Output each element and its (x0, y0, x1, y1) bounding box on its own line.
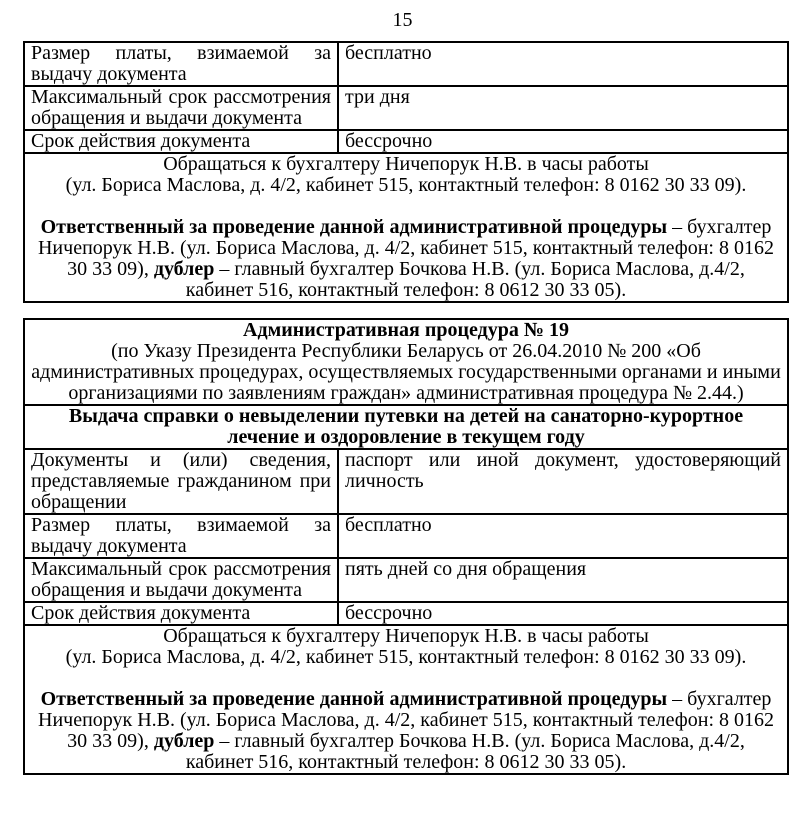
procedure-19-table (23, 318, 789, 775)
procedure-header-cell (24, 319, 788, 405)
row-value: пять дней со дня обращения (338, 558, 788, 602)
row-value: паспорт или иной документ, удостоверяющий личность (338, 449, 788, 514)
responsible-label: Ответственный за проведение данной административной процедуры (40, 688, 668, 710)
table-row-procedure-name (24, 405, 788, 449)
blank-line (31, 196, 781, 217)
procedure-table-continued (23, 41, 789, 303)
table-row-max-term (24, 558, 788, 602)
row-value: бессрочно (338, 130, 788, 153)
table-row-validity (24, 602, 788, 625)
contact-info-cell (24, 153, 788, 302)
contact-info-cell (24, 625, 788, 774)
deputy-label: дублер (153, 730, 215, 752)
contact-responsible-paragraph (31, 689, 781, 773)
contact-hours-line2: (ул. Бориса Маслова, д. 4/2, кабинет 515, контактный телефон: 8 0162 30 33 09). (65, 646, 747, 668)
row-value: бесплатно (338, 42, 788, 86)
blank-line (31, 668, 781, 689)
table-row-max-term (24, 86, 788, 130)
responsible-rest: – бухгалтер Ничепорук Н.В. (ул. Бориса Маслова, д. 4/2, кабинет 515, контактный телефон: 8 0162 30 33 09), (38, 688, 775, 752)
procedure-title: Административная процедура № 19 (243, 319, 569, 341)
deputy-rest: – главный бухгалтер Бочкова Н.В. (ул. Бориса Маслова, д.4/2, кабинет 516, контактный телефон: 8 0612 30 33 05). (185, 730, 745, 773)
procedure-name-cell: Выдача справки о невыделении путевки на детей на санаторно-курортное лечение и оздоровление в текущем году (24, 405, 788, 449)
table-row-fee (24, 42, 788, 86)
procedure-subtitle: (по Указу Президента Республики Беларусь от 26.04.2010 № 200 «Об административных процедурах, осуществляемых государственными органами и иными организациями по заявлениям граждан» административная процедура № 2.44.) (31, 340, 781, 404)
row-value: три дня (338, 86, 788, 130)
table-row-documents (24, 449, 788, 514)
row-label: Срок действия документа (24, 130, 338, 153)
row-value: бесплатно (338, 514, 788, 558)
table-row-contact (24, 153, 788, 302)
deputy-rest: – главный бухгалтер Бочкова Н.В. (ул. Бориса Маслова, д.4/2, кабинет 516, контактный телефон: 8 0612 30 33 05). (185, 258, 745, 301)
contact-hours-line1: Обращаться к бухгалтеру Ничепорук Н.В. в часы работы (163, 153, 649, 175)
responsible-label: Ответственный за проведение данной административной процедуры (40, 216, 668, 238)
row-label: Срок действия документа (24, 602, 338, 625)
row-label: Размер платы, взимаемой за выдачу документа (24, 514, 338, 558)
deputy-label: дублер (153, 258, 215, 280)
document-page (0, 10, 805, 775)
row-label: Максимальный срок рассмотрения обращения и выдачи документа (24, 558, 338, 602)
contact-hours-line1: Обращаться к бухгалтеру Ничепорук Н.В. в часы работы (163, 625, 649, 647)
row-label: Документы и (или) сведения, представляемые гражданином при обращении (24, 449, 338, 514)
responsible-rest: – бухгалтер Ничепорук Н.В. (ул. Бориса Маслова, д. 4/2, кабинет 515, контактный телефон: 8 0162 30 33 09), (37, 216, 774, 280)
page-number: 15 (392, 9, 413, 31)
contact-hours-line2: (ул. Бориса Маслова, д. 4/2, кабинет 515, контактный телефон: 8 0162 30 33 09). (65, 174, 747, 196)
table-row-procedure-header (24, 319, 788, 405)
row-label: Максимальный срок рассмотрения обращения и выдачи документа (24, 86, 338, 130)
row-value: бессрочно (338, 602, 788, 625)
table-row-fee (24, 514, 788, 558)
table-row-contact (24, 625, 788, 774)
table-row-validity (24, 130, 788, 153)
contact-responsible-paragraph (31, 217, 781, 301)
row-label: Размер платы, взимаемой за выдачу документа (24, 42, 338, 86)
